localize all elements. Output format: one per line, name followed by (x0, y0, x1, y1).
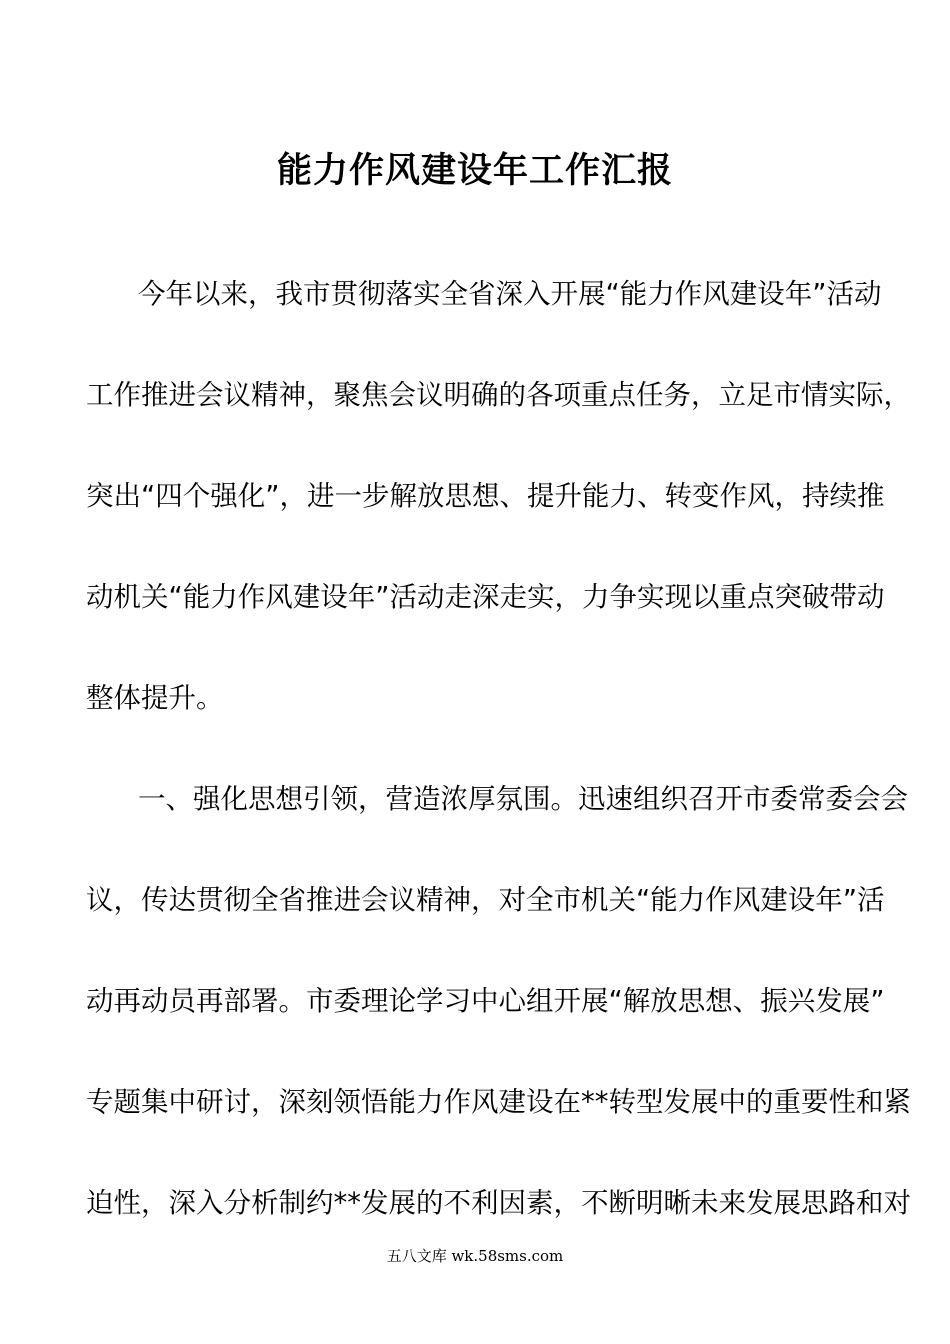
footer-watermark: 五八文库 wk.58sms.com (386, 1247, 564, 1265)
paragraph-line: 动再动员再部署。市委理论学习中心组开展“解放思想、振兴发展” (86, 985, 885, 1017)
paragraph-line: 专题集中研讨，深刻领悟能力作风建设在**转型发展中的重要性和紧 (86, 1086, 911, 1118)
paragraph-line: 议，传达贯彻全省推进会议精神，对全市机关“能力作风建设年”活 (86, 884, 885, 916)
paragraph-line: 工作推进会议精神，聚焦会议明确的各项重点任务，立足市情实际， (86, 379, 911, 411)
paragraph-line: 迫性，深入分析制约**发展的不利因素，不断明晰未来发展思路和对 (86, 1187, 911, 1219)
paragraph-line: 一、强化思想引领，营造浓厚氛围。迅速组织召开市委常委会会 (138, 783, 908, 815)
document-body (86, 268, 911, 1278)
paragraph-line: 突出“四个强化”，进一步解放思想、提升能力、转变作风，持续推 (86, 480, 885, 512)
paragraph-line: 整体提升。 (86, 682, 224, 714)
paragraph-line: 今年以来，我市贯彻落实全省深入开展“能力作风建设年”活动 (138, 278, 882, 310)
paragraph-line: 动机关“能力作风建设年”活动走深走实，力争实现以重点突破带动 (86, 581, 885, 613)
document-title: 能力作风建设年工作汇报 (276, 151, 673, 191)
